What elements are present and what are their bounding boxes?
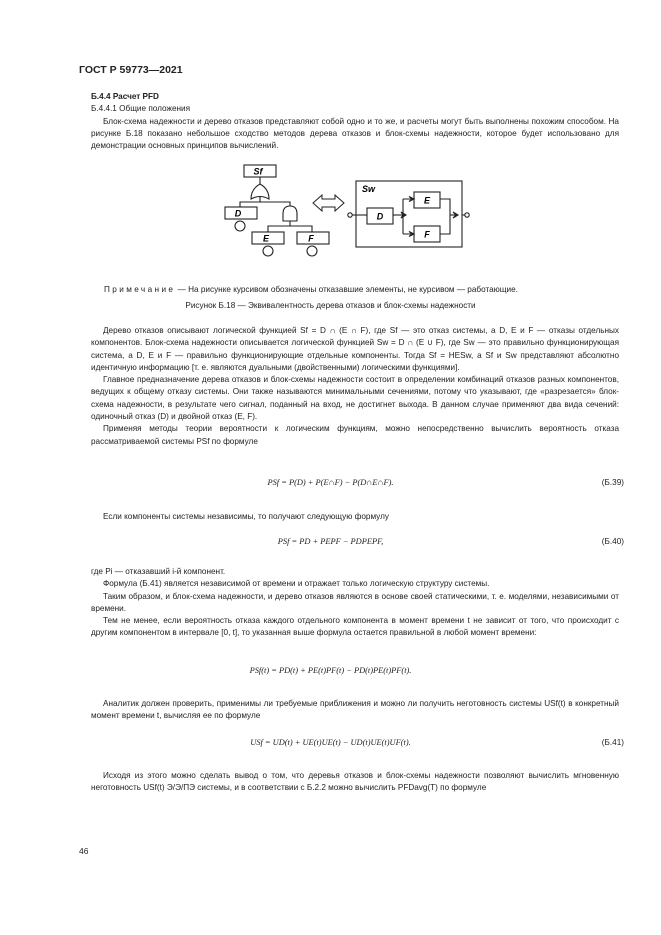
paragraph-time-independent: Формула (Б.41) является независимой от времени и отражает только логическую структуру системы.	[103, 579, 490, 589]
section-title: Б.4.4 Расчет PFD	[91, 92, 159, 101]
rbd-output-node-icon	[465, 213, 469, 217]
paragraph-static: Таким образом, и блок-схема надежности, и дерево отказов являются в основе своей статическими, т. е. моделями, независимыми от времени.	[91, 591, 619, 613]
paragraph-fault-tree: Дерево отказов описывают логической функцией Sf = D ∩ (E ∩ F), где Sf — это отказ системы, а D, E и F — отказы отдельных компонентов. Блок-схема надежности описывается логической функцией Sw = D ∩ (E ∪ F), где Sw — это правильно функционирующая система, а D, E и F — правильно функционирующие отдельные компоненты. Тогда Sf = HESw, а Sf и Sw представляют абсолютно идентичную информацию [т. е. являются дуальными (двойственными) логическими функциями].	[91, 326, 619, 372]
section-subtitle: Б.4.4.1 Общие положения	[91, 104, 191, 114]
rbd-d-label: D	[376, 211, 384, 222]
paragraph-analyst: Аналитик должен проверить, применимы ли требуемые приближения и можно ли получить неготовность системы USf(t) в конкретный момент времени t, вычисляя ее по формуле	[91, 699, 619, 721]
body-block-2	[91, 511, 619, 523]
document-header: ГОСТ Р 59773—2021	[79, 64, 183, 76]
note-text: — На рисунке курсивом обозначены отказавшие элементы, не курсивом — работающие.	[175, 285, 518, 294]
formula-b39-number: (Б.39)	[601, 478, 624, 487]
fault-tree-f-label: F	[308, 233, 314, 244]
formula-b41	[0, 738, 661, 747]
paragraph-any-time: Тем не менее, если вероятность отказа каждого отдельного компонента в момент времени t не зависит от того, что происходит с другим компонентом в интервале [0, t], то указанная выше формула остается правильной в любой момент времени:	[91, 616, 619, 638]
paragraph-independent: Если компоненты системы независимы, то получают следующую формулу	[103, 512, 389, 521]
intro-paragraph: Блок-схема надежности и дерево отказов представляют собой одно и то же, и расчеты могут быть выполнены похожим способом. На рисунке Б.18 показано небольшое сходство методов дерева отказов и блок-схемы надежности, которое будет использовано для демонстрации основных принципов вычислений.	[91, 116, 619, 151]
rbd-f-label: F	[424, 229, 430, 240]
paragraph-purpose: Главное предназначение дерева отказов и блок-схемы надежности состоит в определении комбинаций отказов разных компонентов, ведущих к общему отказу системы. Они также называются минимальными сечениями, потому что указывают, где «разрезается» блок-схема надежности, в результате чего сигнал, поданный на вход, не достигнет выхода. В данном случае применяют два вида сечений: одиночный отказ (D) и двойной отказ (E, F).	[91, 375, 619, 422]
fault-tree-e-label: E	[262, 233, 270, 244]
formula-b41-number: (Б.41)	[601, 738, 624, 747]
basic-event-e-icon	[263, 246, 273, 256]
fault-tree-top-label: Sf	[253, 166, 263, 177]
equivalence-arrow-icon	[313, 195, 344, 211]
formula-b40-expr: PSf = PD + PEPF − PDPEPF,	[277, 537, 384, 546]
page-number: 46	[79, 846, 89, 856]
formula-time	[0, 666, 661, 675]
formula-b39	[0, 478, 661, 487]
formula-b39-expr: PSf = P(D) + P(E∩F) − P(D∩E∩F).	[267, 478, 394, 487]
paragraph-probability: Применяя методы теории вероятности к логическим функциям, можно непосредственно вычислить вероятность отказа рассматриваемой системы PSf по формуле	[91, 424, 619, 446]
basic-event-f-icon	[307, 246, 317, 256]
body-block-4	[91, 698, 619, 723]
rbd-title: Sw	[362, 184, 376, 194]
formula-time-expr: PSf(t) = PD(t) + PE(t)PF(t) − PD(t)PE(t)PF(t).	[249, 666, 412, 675]
rbd-input-node-icon	[348, 213, 352, 217]
figure-b18	[0, 0, 661, 300]
and-gate-icon	[283, 206, 297, 221]
formula-b40	[0, 537, 661, 546]
figure-caption: Рисунок Б.18 — Эквивалентность дерева отказов и блок-схемы надежности	[185, 301, 476, 310]
paragraph-where: где Pi — отказавший i-й компонент.	[91, 567, 226, 576]
paragraph-conclusion: Исходя из этого можно сделать вывод о том, что деревья отказов и блок-схемы надежности позволяют вычислить мгновенную неготовность USf(t) Э/Э/ПЭ системы, и в соответствии с Б.2.2 можно вычислить PFDavg(T) по формуле	[91, 771, 619, 793]
body-block-5	[91, 770, 619, 795]
basic-event-d-icon	[235, 221, 245, 231]
body-block-3	[91, 566, 619, 640]
formula-b40-number: (Б.40)	[601, 537, 624, 546]
or-gate-icon	[251, 184, 269, 199]
note-label: Примечание	[104, 285, 176, 294]
figure-note	[104, 284, 624, 296]
rbd-e-label: E	[423, 195, 431, 206]
body-block-1	[91, 325, 619, 448]
fault-tree-d-label: D	[234, 208, 242, 219]
formula-b41-expr: USf = UD(t) + UE(t)UE(t) − UD(t)UE(t)UF(t).	[250, 738, 411, 747]
